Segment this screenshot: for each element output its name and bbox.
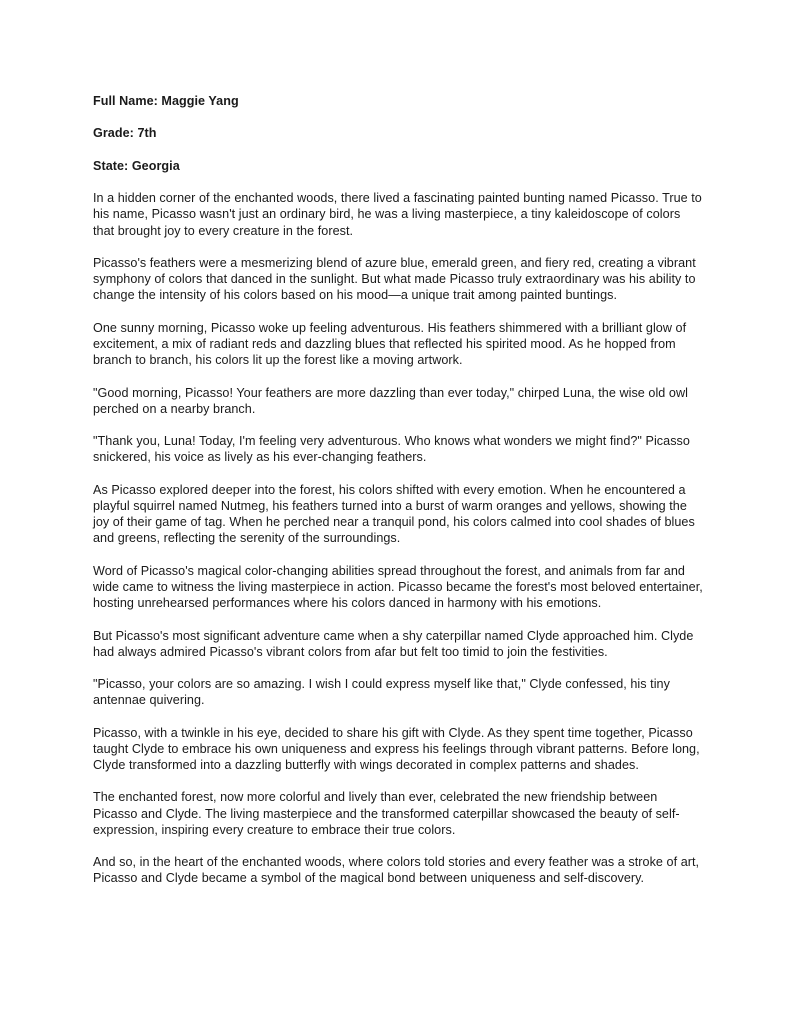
document-body bbox=[93, 93, 704, 903]
story-paragraph-3: One sunny morning, Picasso woke up feeling adventurous. His feathers shimmered with a brilliant glow of excitement, a mix of radiant reds and dazzling blues that reflected his spirited mood. As he hopped from branch to branch, his colors lit up the forest like a moving artwork. bbox=[93, 320, 687, 368]
story-paragraph-11: The enchanted forest, now more colorful and lively than ever, celebrated the new friendship between Picasso and Clyde. The living masterpiece and the transformed caterpillar showcased the beauty of self-expression, inspiring every creature to embrace their true colors. bbox=[93, 790, 680, 837]
story-paragraph-5: "Thank you, Luna! Today, I'm feeling very adventurous. Who knows what wonders we might find?" Picasso snickered, his voice as lively as his ever-changing feathers. bbox=[93, 434, 690, 465]
story-paragraph-2: Picasso's feathers were a mesmerizing blend of azure blue, emerald green, and fiery red, creating a vibrant symphony of colors that danced in the sunlight. But what made Picasso truly extraordinary was his ability to change the intensity of his colors based on his mood—a unique trait among painted buntings. bbox=[93, 255, 696, 303]
story-paragraph-1: In a hidden corner of the enchanted woods, there lived a fascinating painted bunting named Picasso. True to his name, Picasso wasn't just an ordinary bird, he was a living masterpiece, a tiny kaleidoscope of colors that brought joy to every creature in the forest. bbox=[93, 191, 702, 238]
grade-label: Grade: 7th bbox=[93, 126, 157, 141]
state-label: State: Georgia bbox=[93, 158, 180, 173]
story-paragraph-7: Word of Picasso's magical color-changing abilities spread throughout the forest, and animals from far and wide came to witness the living masterpiece in action. Picasso became the forest's most beloved entertainer, hosting unrehearsed performances where his colors danced in harmony with his emotions. bbox=[93, 563, 703, 611]
story-paragraph-9: "Picasso, your colors are so amazing. I wish I could express myself like that," Clyde confessed, his tiny antennae quivering. bbox=[93, 677, 670, 708]
story-paragraph-10: Picasso, with a twinkle in his eye, decided to share his gift with Clyde. As they spent time together, Picasso taught Clyde to embrace his own uniqueness and express his feelings through vibrant patterns. Before long, Clyde transformed into a dazzling butterfly with wings decorated in complex patterns and shades. bbox=[93, 725, 700, 773]
story-paragraph-8: But Picasso's most significant adventure came when a shy caterpillar named Clyde approached him. Clyde had always admired Picasso's vibrant colors from afar but felt too timid to join the festivities. bbox=[93, 628, 694, 659]
full-name-label: Full Name: Maggie Yang bbox=[93, 94, 239, 108]
story-paragraph-12: And so, in the heart of the enchanted woods, where colors told stories and every feather was a stroke of art, Picasso and Clyde became a symbol of the magical bond between uniqueness and self-discovery. bbox=[93, 855, 700, 886]
story-paragraph-4: "Good morning, Picasso! Your feathers are more dazzling than ever today," chirped Luna, the wise old owl perched on a nearby branch. bbox=[93, 385, 688, 416]
story-paragraph-6: As Picasso explored deeper into the forest, his colors shifted with every emotion. When he encountered a playful squirrel named Nutmeg, his feathers turned into a burst of warm oranges and yellows, showing the joy of their game of tag. When he perched near a tranquil pond, his colors calmed into cool shades of blues and greens, reflecting the serenity of the surroundings. bbox=[93, 482, 695, 546]
